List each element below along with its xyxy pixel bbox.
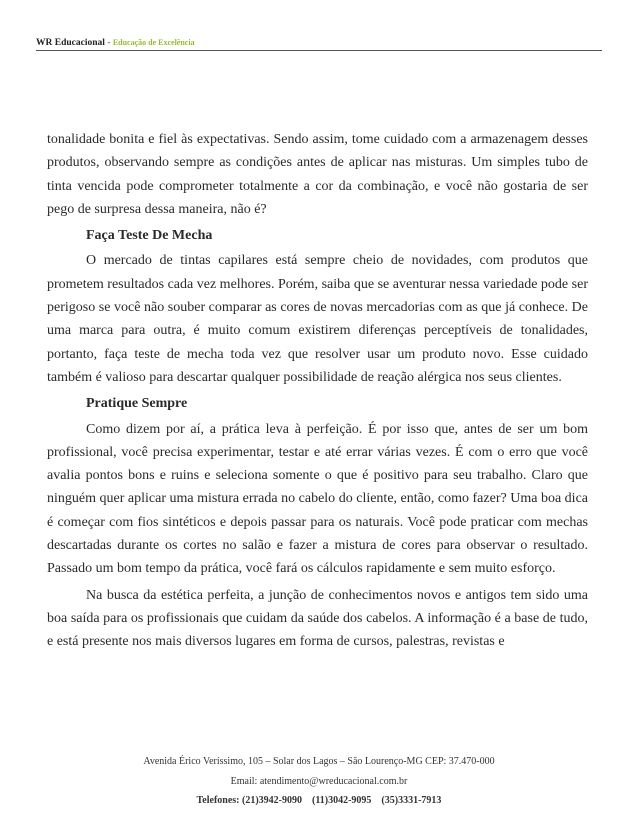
section1-paragraph: O mercado de tintas capilares está sempre cheio de novidades, com produtos que prometem resultados cada vez melhores. Porém, saiba que se aventurar nessa variedade pode ser perigoso se você não souber comparar as cores de novas mercadorias com as que já conhece. De uma marca para outra, é muito comum existirem diferenças perceptíveis de tonalidades, portanto, faça teste de mecha toda vez que resolver usar um produto novo. Esse cuidado também é valioso para descartar qualquer possibilidade de reação alérgica nos seus clientes. — [47, 253, 588, 385]
footer-phones: Telefones: (21)3942-9090 (11)3042-9095 (35)3331-7913 — [196, 795, 442, 806]
section-heading-teste-de-mecha: Faça Teste De Mecha — [86, 228, 213, 244]
header-slogan: Educação de Excelência — [112, 38, 195, 47]
document-body — [47, 128, 588, 654]
header-separator: - — [104, 38, 113, 48]
page-footer — [0, 752, 638, 811]
continuation-paragraph: tonalidade bonita e fiel às expectativas. Sendo assim, tome cuidado com a armazenagem desses produtos, observando sempre as condições antes de aplicar nas misturas. Um simples tubo de tinta vencida pode comprometer totalmente a cor da combinação, e você não gostaria de ser pego de surpresa dessa maneira, não é? — [47, 132, 588, 217]
section2-paragraph-1: Como dizem por aí, a prática leva à perfeição. É por isso que, antes de ser um bom profissional, você precisa experimentar, testar e até errar várias vezes. É com o erro que você avalia pontos bons e ruins e seleciona somente o que é positivo para seu trabalho. Claro que ninguém quer aplicar uma mistura errada no cabelo do cliente, então, como fazer? Uma boa dica é começar com fios sintéticos e depois passar para os naturais. Você pode praticar com mechas descartadas durante os cortes no salão e fazer a mistura de cores para observar o resultado. Passado um bom tempo da prática, você fará os cálculos rapidamente e sem muito esforço. — [47, 421, 588, 577]
section2-paragraph-2: Na busca da estética perfeita, a junção de conhecimentos novos e antigos tem sido uma boa saída para os profissionais que cuidam da saúde dos cabelos. A informação é a base de tudo, e está presente nos mais diversos lugares em forma de cursos, palestras, revistas e — [47, 587, 588, 650]
section-heading-pratique-sempre: Pratique Sempre — [86, 396, 188, 412]
page-header — [36, 36, 602, 51]
footer-email: Email: atendimento@wreducacional.com.br — [230, 775, 408, 787]
footer-address: Avenida Érico Veríssimo, 105 – Solar dos Lagos – São Lourenço-MG CEP: 37.470-000 — [143, 756, 495, 767]
header-brand: WR Educacional — [36, 38, 105, 48]
